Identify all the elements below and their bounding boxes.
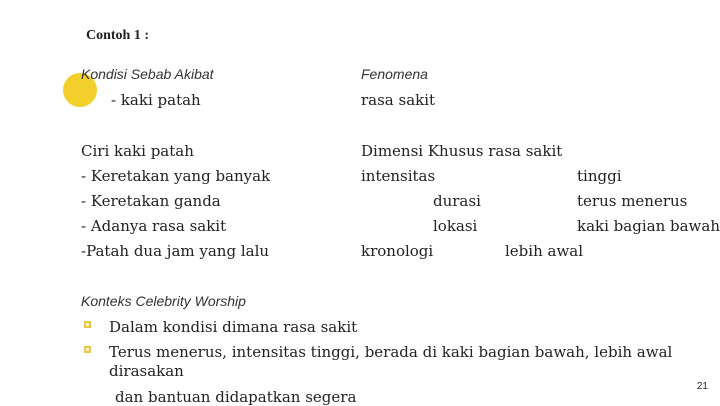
value-terus-menerus: terus menerus — [577, 192, 688, 210]
slide-title: Contoh 1 : — [86, 28, 150, 43]
page-number: 21 — [696, 381, 708, 392]
dimension-lokasi: lokasi — [433, 217, 478, 235]
context-heading: Konteks Celebrity Worship — [81, 293, 246, 309]
value-kaki-bagian-bawah: kaki bagian bawah — [577, 217, 720, 235]
dimension-durasi: durasi — [433, 192, 481, 210]
left-list-heading: Ciri kaki patah — [81, 142, 194, 160]
bullet-square-icon — [84, 321, 91, 328]
col2-header: Fenomena — [361, 66, 428, 82]
col2-item: rasa sakit — [361, 91, 436, 109]
col1-item: - kaki patah — [111, 91, 201, 109]
right-grid-heading: Dimensi Khusus rasa sakit — [361, 142, 563, 160]
context-bullet-1: Dalam kondisi dimana rasa sakit — [109, 318, 358, 336]
left-list-item: - Adanya rasa sakit — [81, 217, 227, 235]
left-list-item: -Patah dua jam yang lalu — [81, 242, 270, 260]
value-tinggi: tinggi — [577, 167, 622, 185]
context-bullet-2-line3: dan bantuan didapatkan segera — [115, 388, 357, 406]
value-lebih-awal: lebih awal — [505, 242, 584, 260]
col1-header: Kondisi Sebab Akibat — [81, 66, 214, 82]
bullet-square-icon — [84, 346, 91, 353]
left-list-item: - Keretakan yang banyak — [81, 167, 271, 185]
context-bullet-2-line2: dirasakan — [109, 362, 184, 380]
left-list-item: - Keretakan ganda — [81, 192, 221, 210]
dimension-kronologi: kronologi — [361, 242, 434, 260]
context-bullet-2-line1: Terus menerus, intensitas tinggi, berada di kaki bagian bawah, lebih awal — [109, 343, 673, 361]
dimension-intensitas: intensitas — [361, 167, 436, 185]
